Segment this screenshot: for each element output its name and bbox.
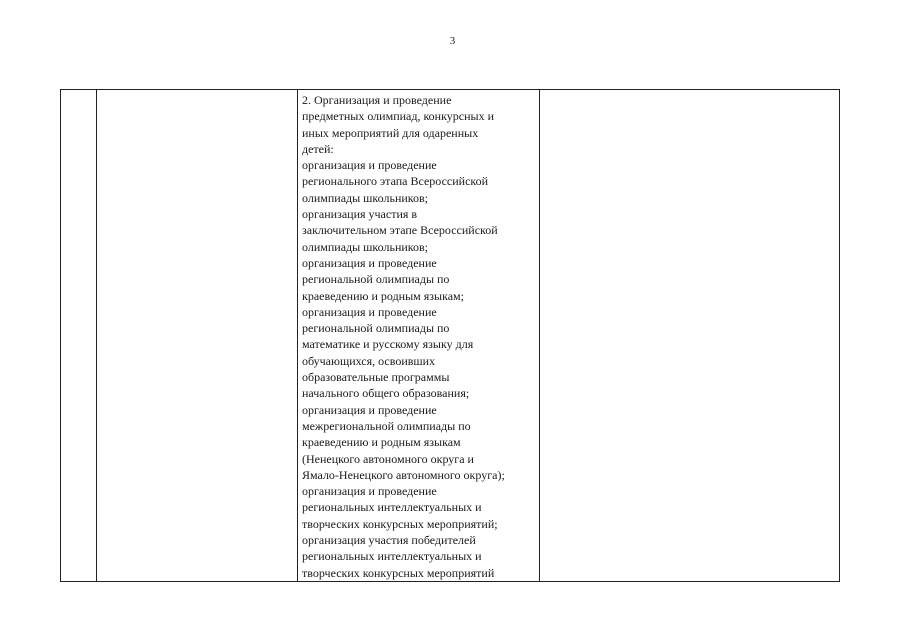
page-number: 3: [449, 35, 456, 47]
description-line: (Ненецкого автономного округа и: [302, 451, 474, 466]
description-line: иных мероприятий для одаренных: [302, 125, 479, 140]
description-line: творческих конкурсных мероприятий;: [302, 516, 498, 531]
description-line: организация участия в: [302, 207, 418, 222]
description-line: организация и проведение: [302, 484, 437, 499]
description-line: образовательные программы: [302, 370, 450, 385]
description-line: региональных интеллектуальных и: [302, 549, 482, 564]
table-row: [61, 90, 840, 582]
description-line: олимпиады школьников;: [302, 239, 429, 254]
description-line: творческих конкурсных мероприятий: [302, 565, 495, 580]
description-line: детей:: [302, 141, 334, 156]
description-line: краеведению и родным языкам;: [302, 288, 464, 303]
description-line: обучающихся, освоивших: [302, 353, 436, 368]
description-line: региональных интеллектуальных и: [302, 500, 482, 515]
description-line: организация и проведение: [302, 304, 437, 319]
description-line: олимпиады школьников;: [302, 190, 429, 205]
description-line: региональной олимпиады по: [302, 321, 450, 336]
table-cell-notes: [540, 90, 840, 582]
description-text: [298, 90, 539, 581]
description-line: региональной олимпиады по: [302, 272, 450, 287]
description-line: начального общего образования;: [302, 386, 470, 401]
description-line: заключительном этапе Всероссийской: [302, 223, 498, 238]
description-line: межрегиональной олимпиады по: [302, 418, 471, 433]
description-line: организация и проведение: [302, 402, 437, 417]
table-cell-number: [61, 90, 97, 582]
description-line: предметных олимпиад, конкурсных и: [302, 109, 494, 124]
description-line: краеведению и родным языкам: [302, 435, 461, 450]
description-line: организация участия победителей: [302, 533, 476, 548]
description-line: математике и русскому языку для: [302, 337, 474, 352]
description-line: организация и проведение: [302, 158, 437, 173]
table-cell-description: [298, 90, 540, 582]
description-line: регионального этапа Всероссийской: [302, 174, 489, 189]
document-table: [60, 89, 840, 582]
description-line: организация и проведение: [302, 255, 437, 270]
table-cell-name: [97, 90, 298, 582]
description-line: Ямало-Ненецкого автономного округа);: [302, 467, 505, 482]
description-line: 2. Организация и проведение: [302, 93, 452, 107]
